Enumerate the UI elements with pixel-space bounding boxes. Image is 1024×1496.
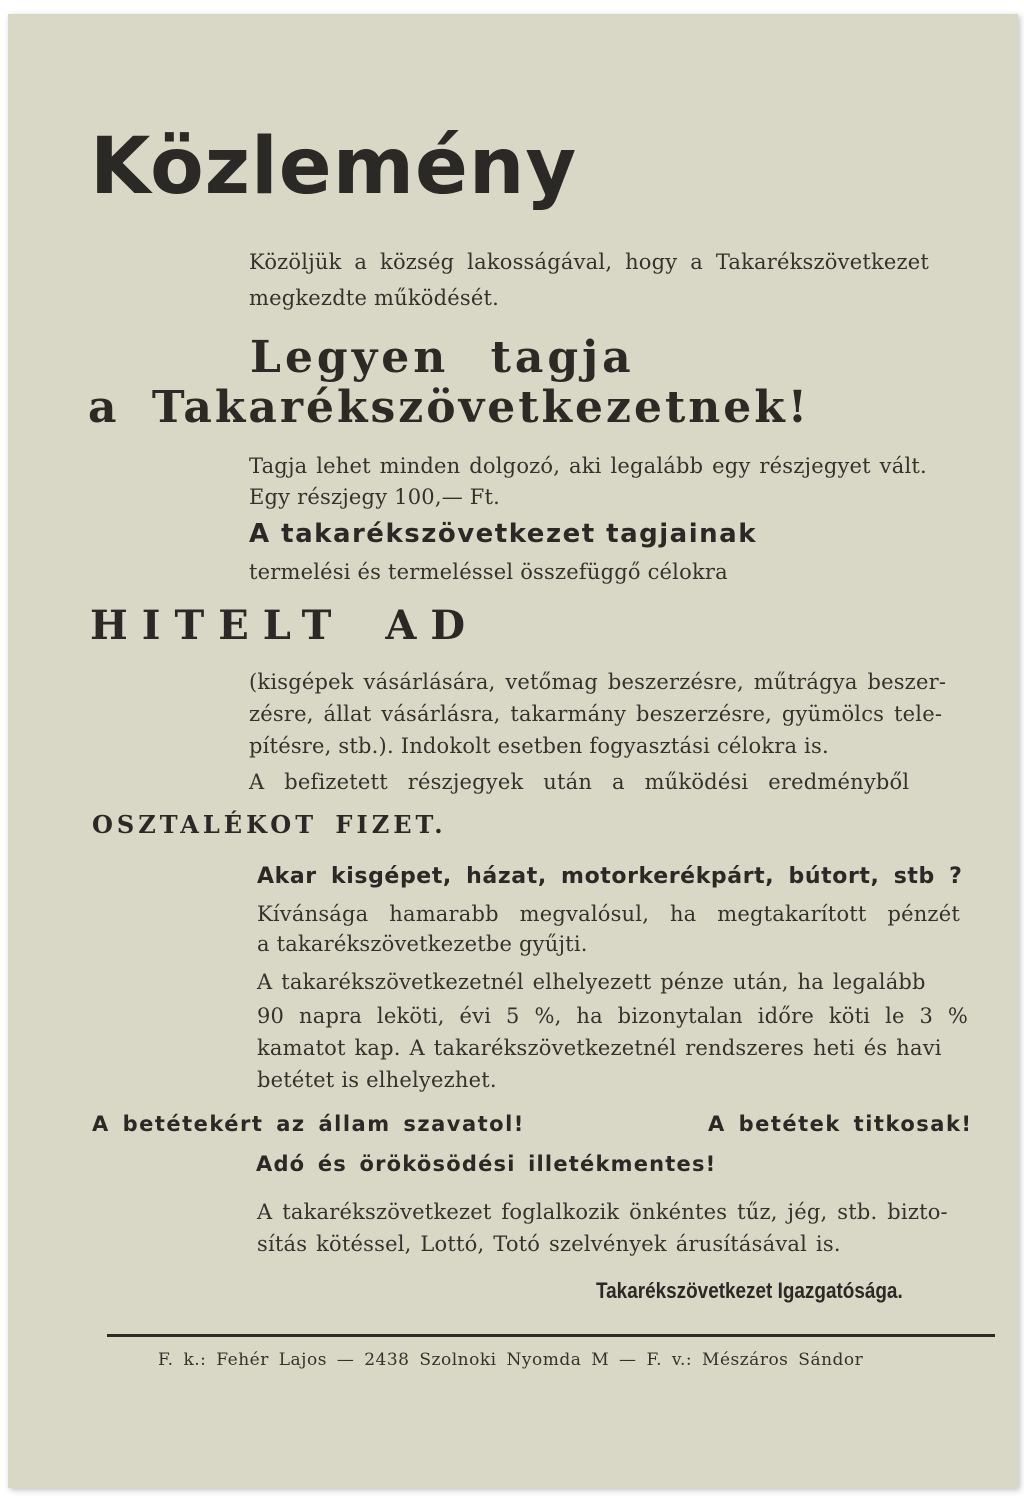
dividend-line: A befizetett részjegyek után a működési eredményből: [249, 770, 910, 794]
credit-heading: A takarékszövetkezet tagjainak: [249, 519, 757, 549]
credit-detail-line-3: pítésre, stb.). Indokolt esetben fogyasztási célokra is.: [249, 734, 829, 758]
credit-purpose: termelési és termeléssel összefüggő célokra: [249, 560, 728, 584]
credit-big-heading: HITELT AD: [90, 602, 480, 649]
membership-line-1: Tagja lehet minden dolgozó, aki legalább egy részjegyet vált.: [249, 454, 927, 478]
printer-imprint: F. k.: Fehér Lajos — 2438 Szolnoki Nyomda M — F. v.: Mészáros Sándor: [158, 1350, 864, 1370]
notice-sheet: [8, 14, 1018, 1488]
slogan-line-2: a Takarékszövetkezetnek!: [88, 382, 811, 433]
interest-line-2: 90 napra leköti, évi 5 %, ha bizonytalan időre köti le 3 %: [257, 1004, 969, 1028]
footer-divider: [107, 1334, 995, 1337]
signature: Takarékszövetkezet Igazgatósága.: [596, 1278, 903, 1303]
tax-exemption: Adó és örökösödési illetékmentes!: [256, 1152, 717, 1176]
slogan-line-1: Legyen tagja: [250, 332, 635, 383]
page-title: Közlemény: [90, 122, 578, 212]
credit-detail-line-2: zésre, állat vásárlásra, takarmány beszerzésre, gyümölcs tele-: [249, 702, 943, 726]
savings-question: Akar kisgépet, házat, motorkerékpárt, bútort, stb ?: [257, 864, 963, 889]
savings-wish-line-2: a takarékszövetkezetbe gyűjti.: [257, 932, 588, 956]
interest-line-4: betétet is elhelyezhet.: [257, 1068, 497, 1092]
state-guarantee: A betétekért az állam szavatol!: [92, 1112, 525, 1136]
insurance-line-1: A takarékszövetkezet foglalkozik önkéntes tűz, jég, stb. bizto-: [257, 1200, 948, 1224]
intro-line-1: Közöljük a község lakosságával, hogy a Takarékszövetkezet: [249, 250, 930, 274]
membership-line-2: Egy részjegy 100,— Ft.: [249, 485, 501, 509]
deposit-secrecy: A betétek titkosak!: [708, 1112, 973, 1136]
interest-line-3: kamatot kap. A takarékszövetkezetnél rendszeres heti és havi: [257, 1036, 942, 1060]
intro-line-2: megkezdte működését.: [249, 286, 499, 310]
insurance-line-2: sítás kötéssel, Lottó, Totó szelvények árusításával is.: [257, 1232, 841, 1256]
credit-detail-line-1: (kisgépek vásárlására, vetőmag beszerzésre, műtrágya beszer-: [249, 670, 947, 694]
savings-wish-line-1: Kívánsága hamarabb megvalósul, ha megtakarított pénzét: [257, 902, 960, 926]
interest-line-1: A takarékszövetkezetnél elhelyezett pénze után, ha legalább: [257, 970, 926, 994]
dividend-big-heading: OSZTALÉKOT FIZET.: [92, 810, 447, 839]
